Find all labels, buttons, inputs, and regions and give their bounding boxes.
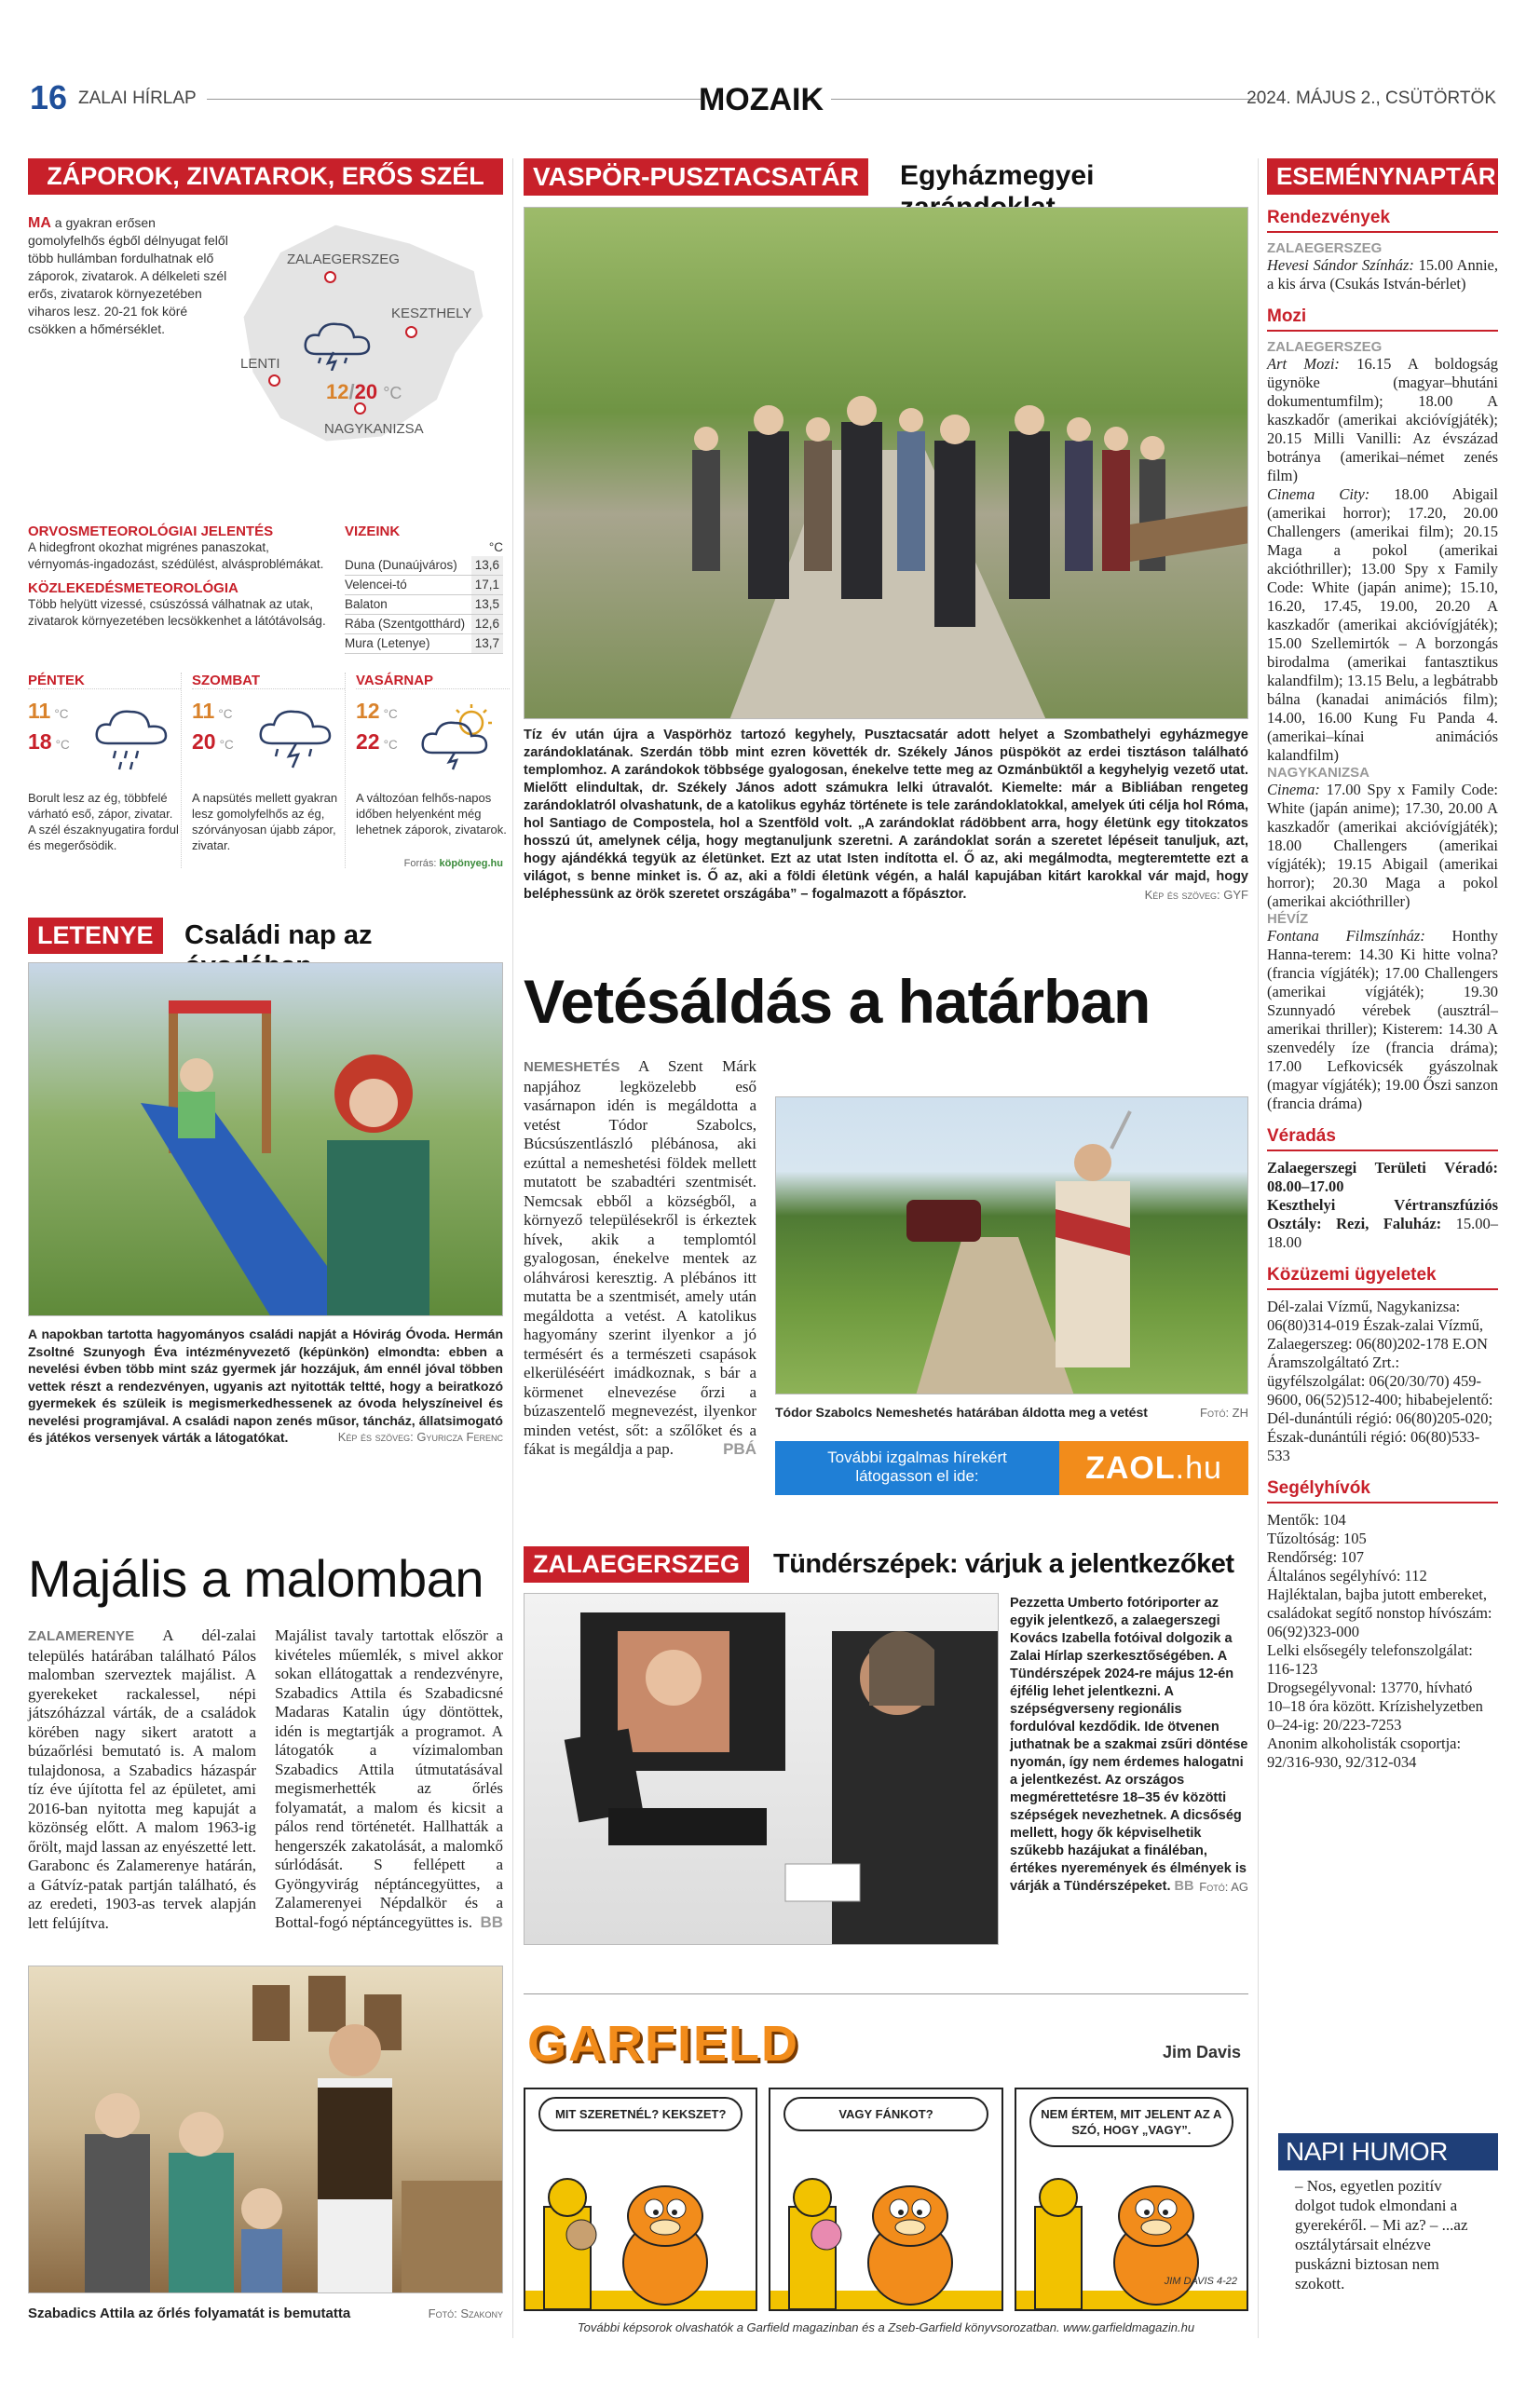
day-text: A napsütés mellett gyakran lesz gomolyfelhős az ég, szórványosan újabb zápor, zivatar. — [192, 791, 338, 852]
pilgrimage-article — [524, 158, 1248, 922]
vizeink-name: Mura (Letenye) — [345, 636, 430, 650]
segely-line: Mentők: 104 — [1267, 1511, 1346, 1529]
day-name: SZOMBAT — [192, 673, 345, 689]
pilgrimage-title: Egyházmegyei — [900, 160, 1095, 191]
vizeink-row — [345, 576, 503, 595]
letenye-photo — [28, 962, 503, 1316]
vizeink-unit: °C — [488, 540, 503, 554]
day-forecast: SZOMBAT 11 °C 20 °C A napsütés mellett gyakran lesz gomolyfelhős az ég, szórványosan újabb zápor, zivatar. — [192, 673, 346, 868]
garfield-cat-icon — [525, 2151, 757, 2309]
garfield-author: Jim Davis — [1162, 2043, 1241, 2061]
vetes-caption: Tódor Szabolcs Nemeshetés határában áldotta meg a vetést Fotó: ZH — [775, 1405, 1248, 1420]
majalis-article — [28, 1546, 503, 2347]
segely-heading: Segélyhívók — [1267, 1478, 1498, 1503]
segely-line: Általános segélyhívó: 112 — [1267, 1567, 1427, 1585]
letenye-title: Családi nap az — [184, 920, 373, 950]
city-dot-keszthely — [405, 326, 417, 338]
pilgrimage-caption: Tíz év után újra a Vaspörhöz tartozó kegyhely, Pusztacsatár adott helyet a Szombathelyi egyházmegye zarándoklatának. Szerdán több mint ezren követték dr. Székely János püspököt az erdei tisztáson található templomhoz. A zarándokok többsége gyalogosan, énekelve tette meg az Ozmánbüktől a kegyhelyig vezető utat. Mielőtt elindultak, dr. Székely János adott számukra lelki útravalót. Kiemelte: már a Bibliában rengeteg zarándoklatról olvashatunk, de a katolikus egyház története is tele zarándoklatokkal, amelyek úti célja hol Róma, hol Santiago de Compostela, hol a Szentföld volt. „A zarándoklat rádöbbent arra, hogy életünk egy titokzatos hosszú út, amelynek célja, hogy megtanuljunk szeretni. A zarándoklat során a szeretet lépéseit tanuljuk, azt, hogy ajándékká tegyük az életünket. Ezt az utat Isten indította el. Ő az, aki megálmodta, megteremtette ezt a világot, s benne minket is. Ő az, aki a földi életünk végén, a halál kapujában kitárt karokkal vár majd, hogy beléphessünk az örök szeretet országába” – fogalmazott a főpásztor. Kép és szöveg: GYF — [524, 728, 1248, 902]
majalis-caption: Szabadics Attila az őrlés folyamatát is bemutatta Fotó: Szakony — [28, 2306, 503, 2321]
storm-cloud-icon — [255, 701, 339, 775]
vizeink-row — [345, 556, 503, 576]
day-high: 18 — [28, 729, 52, 754]
day-low: 12 — [356, 699, 380, 723]
kozuzemi-text: Dél-zalai Vízmű, Nagykanizsa: 06(80)314-019 Észak-zalai Vízmű, Zalaegerszeg: 06(80)202-178 E.ON Áramszolgáltató Zrt.: ügyfélszolgálat: 06(20/30/70) 459-9600, 06(52)512-400; hibabejelentő: Dél-dunántúli régió: 06(80)205-020; Észak-dunántúli régió: 06(80)533-533 — [1267, 1298, 1493, 1464]
humor-header: NAPI HUMOR — [1278, 2133, 1498, 2170]
garfield-cat-icon — [770, 2151, 1002, 2309]
pilgrimage-tag: VASPÖR-PUSZTACSATÁR — [524, 158, 868, 196]
ad-line-2: látogasson el ide: — [855, 1467, 979, 1485]
veradas-text: Zalaegerszegi Területi Véradó: 08.00–17.00 Keszthelyi Vértranszfúziós Osztály: Rezi, Faluház: 15.00–18.00 — [1267, 1159, 1498, 1251]
issue-date: 2024. MÁJUS 2., CSÜTÖRTÖK — [1247, 88, 1496, 108]
storm-cloud-icon — [300, 315, 375, 371]
humor-box — [1278, 2133, 1498, 2299]
mozi-text-1: Art Mozi: 16.15 A boldogság ügynöke (magyar–bhutáni dokumentumfilm); 18.00 A kaszkadőr (amerikai akcióvígjáték); 20.15 Milli Vanilli: Az évszázad botránya (amerikai–német zenés film) — [1267, 355, 1498, 484]
garfield-signature: JIM DAVIS 4-22 — [1164, 2276, 1237, 2287]
map-temperature: 12/20 °C — [326, 380, 402, 403]
mozi-heading: Mozi — [1267, 306, 1498, 332]
orvos-title: ORVOSMETEOROLÓGIAI JELENTÉS — [28, 524, 274, 539]
vizeink-value: 17,1 — [471, 576, 503, 594]
majalis-photo — [28, 1966, 503, 2293]
city-zalaegerszeg: ZALAEGERSZEG — [287, 252, 400, 267]
weather-section — [28, 158, 507, 894]
garfield-panel — [769, 2088, 1002, 2311]
zaol-ad[interactable] — [775, 1441, 1248, 1495]
weather-ma: MA a gyakran erősen gomolyfelhős égből délnyugat felől több hullámban fordulhatnak elő záporok, zivatarok. A délkeleti szél erős, zivatarok környezetében viharos lesz. 20-21 fok köré csökken a hőmérséklet. — [28, 215, 228, 336]
vizeink-row — [345, 634, 503, 654]
vizeink-table — [345, 524, 503, 654]
vetes-photo — [775, 1096, 1248, 1394]
tunder-photo — [524, 1593, 999, 1945]
speech-bubble: NEM ÉRTEM, MIT JELENT AZ A SZÓ, HOGY „VAGY”. — [1029, 2097, 1233, 2147]
zaol-logo: ZAOL.hu — [1059, 1441, 1248, 1495]
tunder-title: Tündérszépek: várjuk a jelentkezőket — [773, 1549, 1234, 1579]
day-text: A változóan felhős-napos időben helyenként még lehetnek záporok, zivatarok. — [356, 791, 507, 837]
day-name: PÉNTEK — [28, 673, 181, 689]
sun-cloud-storm-icon — [419, 701, 503, 775]
humor-text: – Nos, egyetlen pozitív dolgot tudok elmondani a gyerekéről. – Mi az? – ...az osztálytársait elnézve puskázni biztosan nem szokott. — [1295, 2177, 1468, 2292]
day-name: VASÁRNAP — [356, 673, 510, 689]
segely-line: Hajléktalan, bajba jutott embereket, családokat segítő nonstop hívószám: 06(92)323-000 — [1267, 1585, 1492, 1640]
city-lenti: LENTI — [240, 356, 280, 372]
city-keszthely: KESZTHELY — [391, 306, 472, 321]
garfield-footer: További képsorok olvashatók a Garfield magazinban és a Zseb-Garfield könyvsorozatban. www.garfieldmagazin.hu — [577, 2320, 1195, 2334]
garfield-panel — [1015, 2088, 1248, 2311]
mozi-city-2: NAGYKANIZSA — [1267, 765, 1370, 781]
city-dot-zalaegerszeg — [324, 271, 336, 283]
day-high: 22 — [356, 729, 380, 754]
veradas-heading: Véradás — [1267, 1126, 1498, 1151]
section-title: MOZAIK — [698, 82, 824, 117]
tunder-text: Pezzetta Umberto fotóriporter az egyik jelentkező, a zalaegerszegi Kovács Izabella fotóival dolgozik a Zalai Hírlap szerkesztőségében. A Tündérszépek 2024-re május 12-én éjfélig lehet jelentkezni. A szépségverseny regionális fordulóval kezdődik. Ide ötvenen juthatnak be a szakmai zsűri döntése nyomán, így nem érdemes halogatni a jelentkezést. Az országos megmérettetésre 18–35 év közötti szépségek nevezhetnek. A dicsőség mellett, hogy ők képviselhetik szűkebb hazájukat a fináléban, értékes nyeremények és élmények is várják a Tündérszépeket. BB Fotó: AG — [1010, 1596, 1248, 1894]
majalis-col1: ZALAMERENYE A dél-zalai település határában található Pálos malomban szerveztek majálist. A gyerekeket rackalessel, népi játszóházzal várták, de a családok körében nagy sikert aratott a búzaőrlési bemutató is. A malom tulajdonosa, a Szabadics házaspár tíz éve újította fel az épületet, ami 2016-ban nyitotta meg kapuját a közönség előtt. A malom 1963-ig őrölt, majd lassan az enyészetté lett. Garabonc és Zalamerenye határán, a Gátvíz-patak partján található, és az eredeti, 1903-as tervek alapján lett felújítva. — [28, 1626, 256, 1932]
rend-text: Hevesi Sándor Színház: 15.00 Annie, a kis árva (Csukás István-bérlet) — [1267, 256, 1498, 292]
page-number: 16 — [30, 78, 68, 116]
majalis-title: Majális a malomban — [28, 1549, 484, 1608]
garfield-strip — [524, 1993, 1248, 2347]
vizeink-name: Velencei-tó — [345, 578, 407, 592]
majalis-col2: Majálist tavaly tartottak először a kivételes műemlék, s mivel akkor sokan ellátogattak a rendezvényre, Szabadics Attila és Szabadicsné Madaras Katalin úgy döntöttek, idén is megtartják a programot. A látogatók a vízimalomban Szabadics Attila útmutatásával megismerhették az őrlés folyamatát, a malom és kicsit a pálos rend történetét. Hallhatták a hengerszék zakatolását, a malomkő súrlódását. S fellépett a Gyöngyvirág néptáncegyüttes, a Zalamerenyei Népdalkör és a Bottal-fogó néptáncegyüttes is. BB — [275, 1626, 503, 1931]
segely-line: Tűzoltóság: 105 — [1267, 1530, 1367, 1547]
day-high: 20 — [192, 729, 216, 754]
letenye-caption: A napokban tartotta hagyományos családi napját a Hóvirág Óvoda. Hermán Zsoltné Szunyogh Éva intézményvezető (képünkön) elmondta: ebben a nevelési évben több mint száz gyermek jár hozzájuk, ám ennél jóval többen vettek részt a rendezvényen, ugyanis azt nyitották teltté, hogy a beiratkozó gyermekek és szüleik is megismerkedhessenek az óvoda helyszíneivel és nevelési programjával. A családi napon zenés műsor, táncház, állatsimogató és játékos versenyek várták a látogatókat. Kép és szöveg: Gyuricza Ferenc — [28, 1326, 503, 1445]
garfield-logo: GARFIELD — [527, 2016, 799, 2072]
speech-bubble: VAGY FÁNKOT? — [783, 2097, 988, 2131]
vizeink-value: 13,7 — [471, 634, 503, 653]
vizeink-value: 13,5 — [471, 595, 503, 614]
mozi-text-3: Cinema: 17.00 Spy x Family Code: White (japán anime); 17.30, 20.00 A kaszkadőr (amerikai akcióvígjáték); 18.00 Challengers (amerikai vígjáték); 19.15 Abigail (amerikai horror); 20.30 Maga a pokol (amerikai akcióthriller) — [1267, 781, 1499, 910]
tunder-tag: ZALAEGERSZEG — [524, 1546, 749, 1583]
letenye-article — [28, 918, 503, 1514]
vizeink-row — [345, 595, 503, 615]
vetes-body: NEMESHETÉS A Szent Márk napjához legközelebb eső vasárnapon idén is megáldotta a vetést Tódor Szabolcs, Búcsúszentlászló plébánosa, aki ezúttal a nemeshetési földek mellett mutatott be szabadtéri szentmisét. Nemcsak ebből a községből, a környező településekről is érkeztek hívek, akik a templomtól gyalogosan, énekelve mentek az oláhvárosi keresztig. A plébános itt mutatta be a szentmisét, amely után megáldotta a vetést. A katolikus hagyomány szerint ilyenkor a jó termésért és a természeti csapások elkerüléséért imádkoznak, s bár a körmenet elnevezése őrzi a búzaszentelő megnevezést, ilyenkor minden vetést, sőt: a szőlőket és a fákat is megáldja a pap. PBÁ — [524, 1057, 756, 1458]
segely-line: Anonim alkoholisták csoportja: 92/316-930, 92/312-034 — [1267, 1735, 1462, 1771]
vizeink-name: Rába (Szentgotthárd) — [345, 617, 466, 631]
day-forecast: VASÁRNAP 12 °C 22 °C A változóan felhős-napos időben helyenként még lehetnek záporok, zivatarok. — [356, 673, 510, 868]
mozi-text-2: Cinema City: 18.00 Abigail (amerikai horror); 17.20, 20.00 Challengers (amerikai film); 20.15 Maga a pokol (amerikai akcióthriller); 13.00 Spy x Family Code: White (japán anime); 15.10, 16.20, 17.45, 19.00, 20.20 A kaszkadőr (amerikai akcióvígjáték); 15.00 Szellemirtók – A borzongás birodalma (amerikai fantasztikus kalandfilm); 13.15 Belu, a legbátrabb bálna (kanadai animációs film); 14.00, 16.00 Kung Fu Panda 4. (amerikai–kínai animációs kalandfilm) — [1267, 485, 1498, 764]
vizeink-name: Balaton — [345, 597, 388, 611]
mozi-city-1: ZALAEGERSZEG — [1267, 339, 1383, 355]
day-low: 11 — [28, 699, 51, 723]
orvos-text: A hidegfront okozhat migrénes panaszokat, vérnyomás-ingadozást, szédülést, alvásproblémákat. — [28, 540, 324, 571]
events-header: ESEMÉNYNAPTÁR — [1267, 158, 1498, 195]
rain-cloud-icon — [91, 701, 175, 775]
day-text: Borult lesz az ég, többfelé várható eső, zápor, zivatar. A szél északnyugatira fordul és megerősödik. — [28, 791, 179, 852]
weather-headline: ZÁPOROK, ZIVATAROK, ERŐS SZÉL — [28, 158, 503, 195]
tunder-article — [524, 1546, 1248, 1975]
segely-line: Drogsegélyvonal: 13770, hívható 10–18 óra között. Krízishelyzetben 0–24-ig: 20/223-7253 — [1267, 1679, 1483, 1734]
letenye-tag: LETENYE — [28, 918, 163, 954]
segely-line: Lelki elsősegély telefonszolgálat: 116-123 — [1267, 1641, 1473, 1678]
city-dot-lenti — [268, 374, 280, 387]
kozl-title: KÖZLEKEDÉSMETEOROLÓGIA — [28, 580, 238, 596]
city-nagykanizsa: NAGYKANIZSA — [324, 421, 424, 437]
vetes-title: Vetésáldás a határban — [524, 967, 1151, 1036]
day-forecast: PÉNTEK 11 °C 18 °C Borult lesz az ég, többfelé várható eső, zápor, zivatar. A szél északnyugatira fordul és megerősödik. — [28, 673, 182, 868]
garfield-panel — [524, 2088, 757, 2311]
events-sidebar — [1267, 158, 1498, 1772]
segely-line: Rendőrség: 107 — [1267, 1548, 1365, 1566]
rend-city: ZALAEGERSZEG — [1267, 240, 1383, 256]
vizeink-value: 13,6 — [471, 556, 503, 575]
kozuzemi-heading: Közüzemi ügyeletek — [1267, 1265, 1498, 1290]
vizeink-row — [345, 615, 503, 634]
speech-bubble: MIT SZERETNÉL? KEKSZET? — [538, 2097, 743, 2131]
page-header — [30, 78, 1496, 116]
mozi-city-3: HÉVÍZ — [1267, 911, 1309, 927]
ad-line-1: További izgalmas hírekért — [827, 1449, 1007, 1466]
vizeink-name: Duna (Dunaújváros) — [345, 558, 457, 572]
vizeink-value: 12,6 — [471, 615, 503, 633]
vizeink-title: VIZEINK — [345, 524, 401, 539]
paper-name: ZALAI HÍRLAP — [78, 88, 197, 108]
rendezvenyek-heading: Rendezvények — [1267, 208, 1498, 233]
weather-source: Forrás: köpönyeg.hu — [403, 858, 503, 869]
vetes-article — [524, 964, 1248, 1523]
kozl-text: Több helyütt vizessé, csúszóssá válhatnak az utak, zivatarok környezetében lecsökkenhet a látótávolság. — [28, 597, 326, 628]
day-low: 11 — [192, 699, 215, 723]
mozi-text-4: Fontana Filmszínház: Honthy Hanna-terem: 14.30 Ki hitte volna? (francia vígjáték); 17.00 Challengers (amerikai vígjáték); 19.30 Szunnyadó vérebek (ausztrál–amerikai thriller); Kisterem: 14.30 A szenvedély íze (francia dráma); 17.00 Lefkovicsék gyászolnak (magyar vígjáték); 19.00 Őszi sanzon (francia dráma) — [1267, 927, 1499, 1112]
pilgrimage-photo — [524, 207, 1248, 719]
